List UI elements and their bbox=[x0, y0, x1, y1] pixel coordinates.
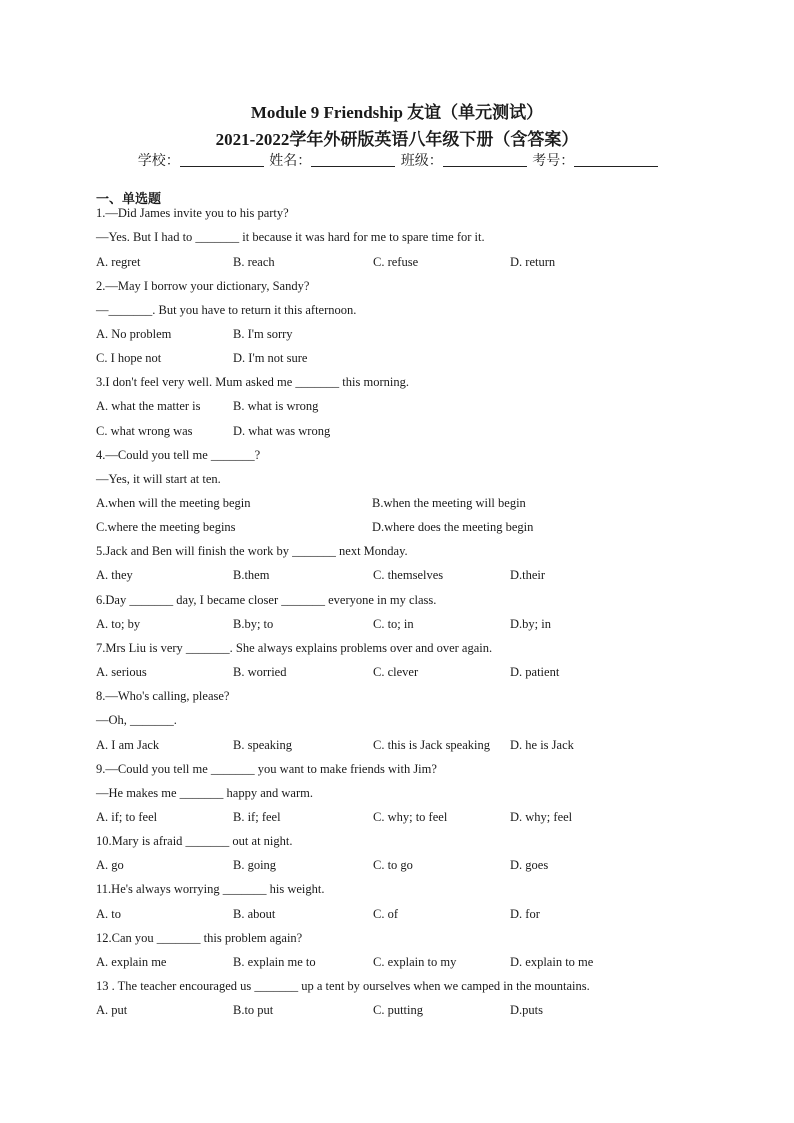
option-a: A. to; by bbox=[96, 617, 141, 631]
option-row bbox=[96, 1003, 716, 1021]
option-c: C. clever bbox=[373, 665, 419, 679]
option-c: C. this is Jack speaking bbox=[373, 738, 491, 752]
option-row bbox=[96, 496, 716, 514]
option-b: B. explain me to bbox=[233, 955, 316, 969]
option-b: B. about bbox=[233, 907, 276, 921]
option-b: B.when the meeting will begin bbox=[372, 496, 526, 510]
option-d: D. what was wrong bbox=[233, 424, 331, 438]
question-stem: 2.—May I borrow your dictionary, Sandy? bbox=[96, 279, 310, 293]
option-c: C. I hope not bbox=[96, 351, 162, 365]
question-stem: 6.Day _______ day, I became closer _______ everyone in my class. bbox=[96, 593, 437, 607]
option-row bbox=[96, 327, 716, 345]
option-row bbox=[96, 665, 716, 683]
question-stem: 10.Mary is afraid _______ out at night. bbox=[96, 834, 293, 848]
question-stem: 8.—Who's calling, please? bbox=[96, 689, 230, 703]
option-a: A. explain me bbox=[96, 955, 167, 969]
page-subtitle: 2021-2022学年外研版英语八年级下册（含答案） bbox=[215, 130, 579, 149]
question-stem: 3.I don't feel very well. Mum asked me _______ this morning. bbox=[96, 375, 409, 389]
option-row bbox=[96, 858, 716, 876]
option-a: A. put bbox=[96, 1003, 128, 1017]
school-label: 学校： bbox=[137, 154, 180, 169]
option-d: D. why; feel bbox=[510, 810, 573, 824]
option-c: C.where the meeting begins bbox=[96, 520, 236, 534]
page-title: Module 9 Friendship 友谊（单元测试） bbox=[250, 103, 544, 122]
class-label: 班级： bbox=[400, 154, 443, 169]
option-d: D. goes bbox=[510, 858, 549, 872]
option-row bbox=[96, 520, 716, 538]
option-row bbox=[96, 738, 716, 756]
option-d: D. explain to me bbox=[510, 955, 594, 969]
exam-number-blank bbox=[574, 152, 658, 167]
option-b: B.by; to bbox=[233, 617, 274, 631]
option-a: A. serious bbox=[96, 665, 147, 679]
option-row bbox=[96, 955, 716, 973]
class-blank bbox=[443, 152, 527, 167]
question-stem: 4.—Could you tell me _______? bbox=[96, 448, 261, 462]
option-a: A. I am Jack bbox=[96, 738, 160, 752]
question-stem: —_______. But you have to return it this afternoon. bbox=[96, 303, 357, 317]
question-stem: 7.Mrs Liu is very _______. She always explains problems over and over again. bbox=[96, 641, 493, 655]
student-info-row bbox=[0, 150, 794, 170]
option-d: D. patient bbox=[510, 665, 560, 679]
name-label: 姓名： bbox=[269, 154, 312, 169]
option-b: B.them bbox=[233, 568, 270, 582]
question-stem: 13 . The teacher encouraged us _______ up a tent by ourselves when we camped in the mountains. bbox=[96, 979, 590, 993]
option-row bbox=[96, 351, 716, 369]
option-d: D.where does the meeting begin bbox=[372, 520, 534, 534]
option-c: C. why; to feel bbox=[373, 810, 448, 824]
option-b: B. reach bbox=[233, 255, 275, 269]
option-d: D.their bbox=[510, 568, 546, 582]
option-d: D. for bbox=[510, 907, 540, 921]
question-stem: —Yes. But I had to _______ it because it was hard for me to spare time for it. bbox=[96, 230, 485, 244]
question-stem: 12.Can you _______ this problem again? bbox=[96, 931, 303, 945]
option-row bbox=[96, 810, 716, 828]
option-a: A. if; to feel bbox=[96, 810, 158, 824]
option-a: A. regret bbox=[96, 255, 141, 269]
option-d: D. he is Jack bbox=[510, 738, 574, 752]
question-stem: 5.Jack and Ben will finish the work by _______ next Monday. bbox=[96, 544, 408, 558]
name-blank bbox=[311, 152, 395, 167]
option-d: D.puts bbox=[510, 1003, 543, 1017]
question-stem: —Yes, it will start at ten. bbox=[96, 472, 221, 486]
option-c: C. what wrong was bbox=[96, 424, 193, 438]
option-c: C. to; in bbox=[373, 617, 414, 631]
option-b: B. what is wrong bbox=[233, 399, 319, 413]
option-row bbox=[96, 568, 716, 586]
option-d: D.by; in bbox=[510, 617, 551, 631]
exam-number-label: 考号： bbox=[532, 154, 575, 169]
question-stem: —He makes me _______ happy and warm. bbox=[96, 786, 313, 800]
option-a: A. No problem bbox=[96, 327, 172, 341]
option-a: A. what the matter is bbox=[96, 399, 201, 413]
option-d: D. return bbox=[510, 255, 556, 269]
option-c: C. explain to my bbox=[373, 955, 457, 969]
option-row bbox=[96, 399, 716, 417]
option-row bbox=[96, 617, 716, 635]
option-b: B.to put bbox=[233, 1003, 274, 1017]
option-row bbox=[96, 255, 716, 273]
question-stem: 1.—Did James invite you to his party? bbox=[96, 206, 289, 220]
option-d: D. I'm not sure bbox=[233, 351, 308, 365]
option-a: A. they bbox=[96, 568, 133, 582]
option-b: B. if; feel bbox=[233, 810, 281, 824]
option-b: B. going bbox=[233, 858, 277, 872]
option-c: C. refuse bbox=[373, 255, 419, 269]
question-stem: 11.He's always worrying _______ his weight. bbox=[96, 882, 325, 896]
option-c: C. putting bbox=[373, 1003, 424, 1017]
option-b: B. speaking bbox=[233, 738, 293, 752]
option-row bbox=[96, 424, 716, 442]
school-blank bbox=[180, 152, 264, 167]
option-c: C. of bbox=[373, 907, 398, 921]
option-b: B. I'm sorry bbox=[233, 327, 293, 341]
option-b: B. worried bbox=[233, 665, 287, 679]
option-a: A. to bbox=[96, 907, 121, 921]
option-c: C. to go bbox=[373, 858, 413, 872]
option-row bbox=[96, 907, 716, 925]
option-c: C. themselves bbox=[373, 568, 444, 582]
option-a: A. go bbox=[96, 858, 124, 872]
section-heading: 一、单选题 bbox=[96, 191, 162, 206]
question-stem: —Oh, _______. bbox=[96, 713, 177, 727]
question-stem: 9.—Could you tell me _______ you want to make friends with Jim? bbox=[96, 762, 437, 776]
option-a: A.when will the meeting begin bbox=[96, 496, 251, 510]
